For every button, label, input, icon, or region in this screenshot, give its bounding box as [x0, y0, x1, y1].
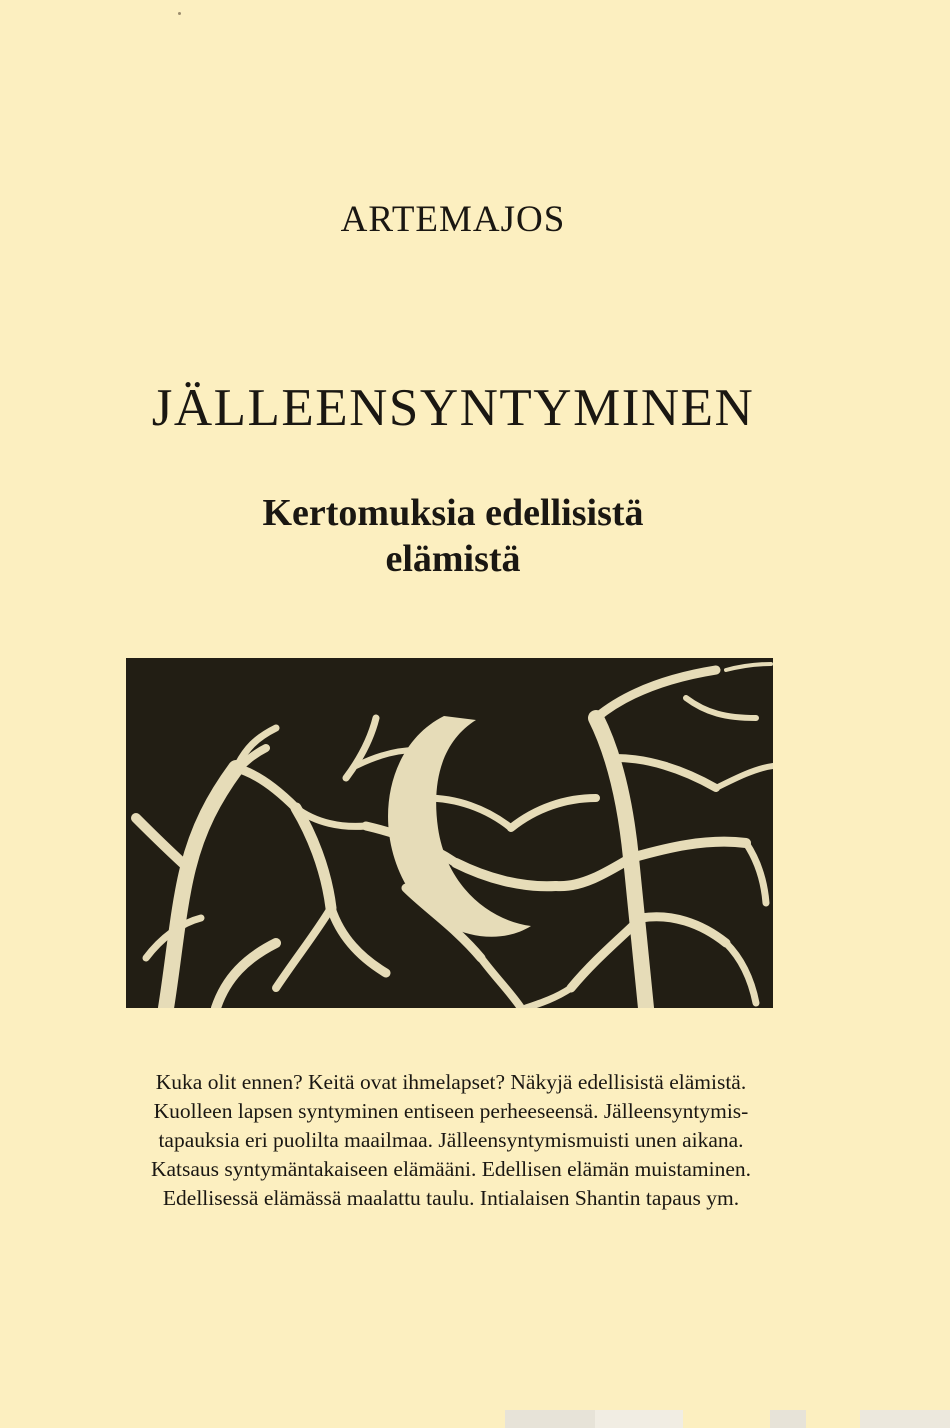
speck	[178, 12, 181, 15]
subtitle-line: elämistä	[385, 538, 521, 580]
scan-edge-mark	[860, 1410, 950, 1428]
blurb-line: Edellisessä elämässä maalattu taulu. Intialaisen Shantin tapaus ym.	[162, 1186, 740, 1210]
subtitle-line: Kertomuksia edellisistä	[262, 492, 644, 534]
back-blurb	[80, 1068, 822, 1213]
woodcut-moon-branches-illustration	[126, 658, 773, 1008]
blurb-line: Kuka olit ennen? Keitä ovat ihmelapset? Näkyjä edellisistä elämistä.	[155, 1070, 747, 1094]
author-name: ARTEMAJOS	[340, 199, 566, 240]
scan-edge-mark	[595, 1410, 683, 1428]
book-title: JÄLLEENSYNTYMINEN	[151, 379, 755, 437]
scan-edge-mark	[505, 1410, 595, 1428]
blurb-line: Katsaus syntymäntakaiseen elämääni. Edellisen elämän muistaminen.	[150, 1157, 752, 1181]
blurb-line: Kuolleen lapsen syntyminen entiseen perheeseensä. Jälleensyntymis-	[153, 1099, 749, 1123]
blurb-line: tapauksia eri puolilta maailmaa. Jälleensyntymismuisti unen aikana.	[158, 1128, 744, 1152]
scan-edge-mark	[770, 1410, 806, 1428]
woodcut-svg	[126, 658, 773, 1008]
book-subtitle	[0, 490, 906, 582]
